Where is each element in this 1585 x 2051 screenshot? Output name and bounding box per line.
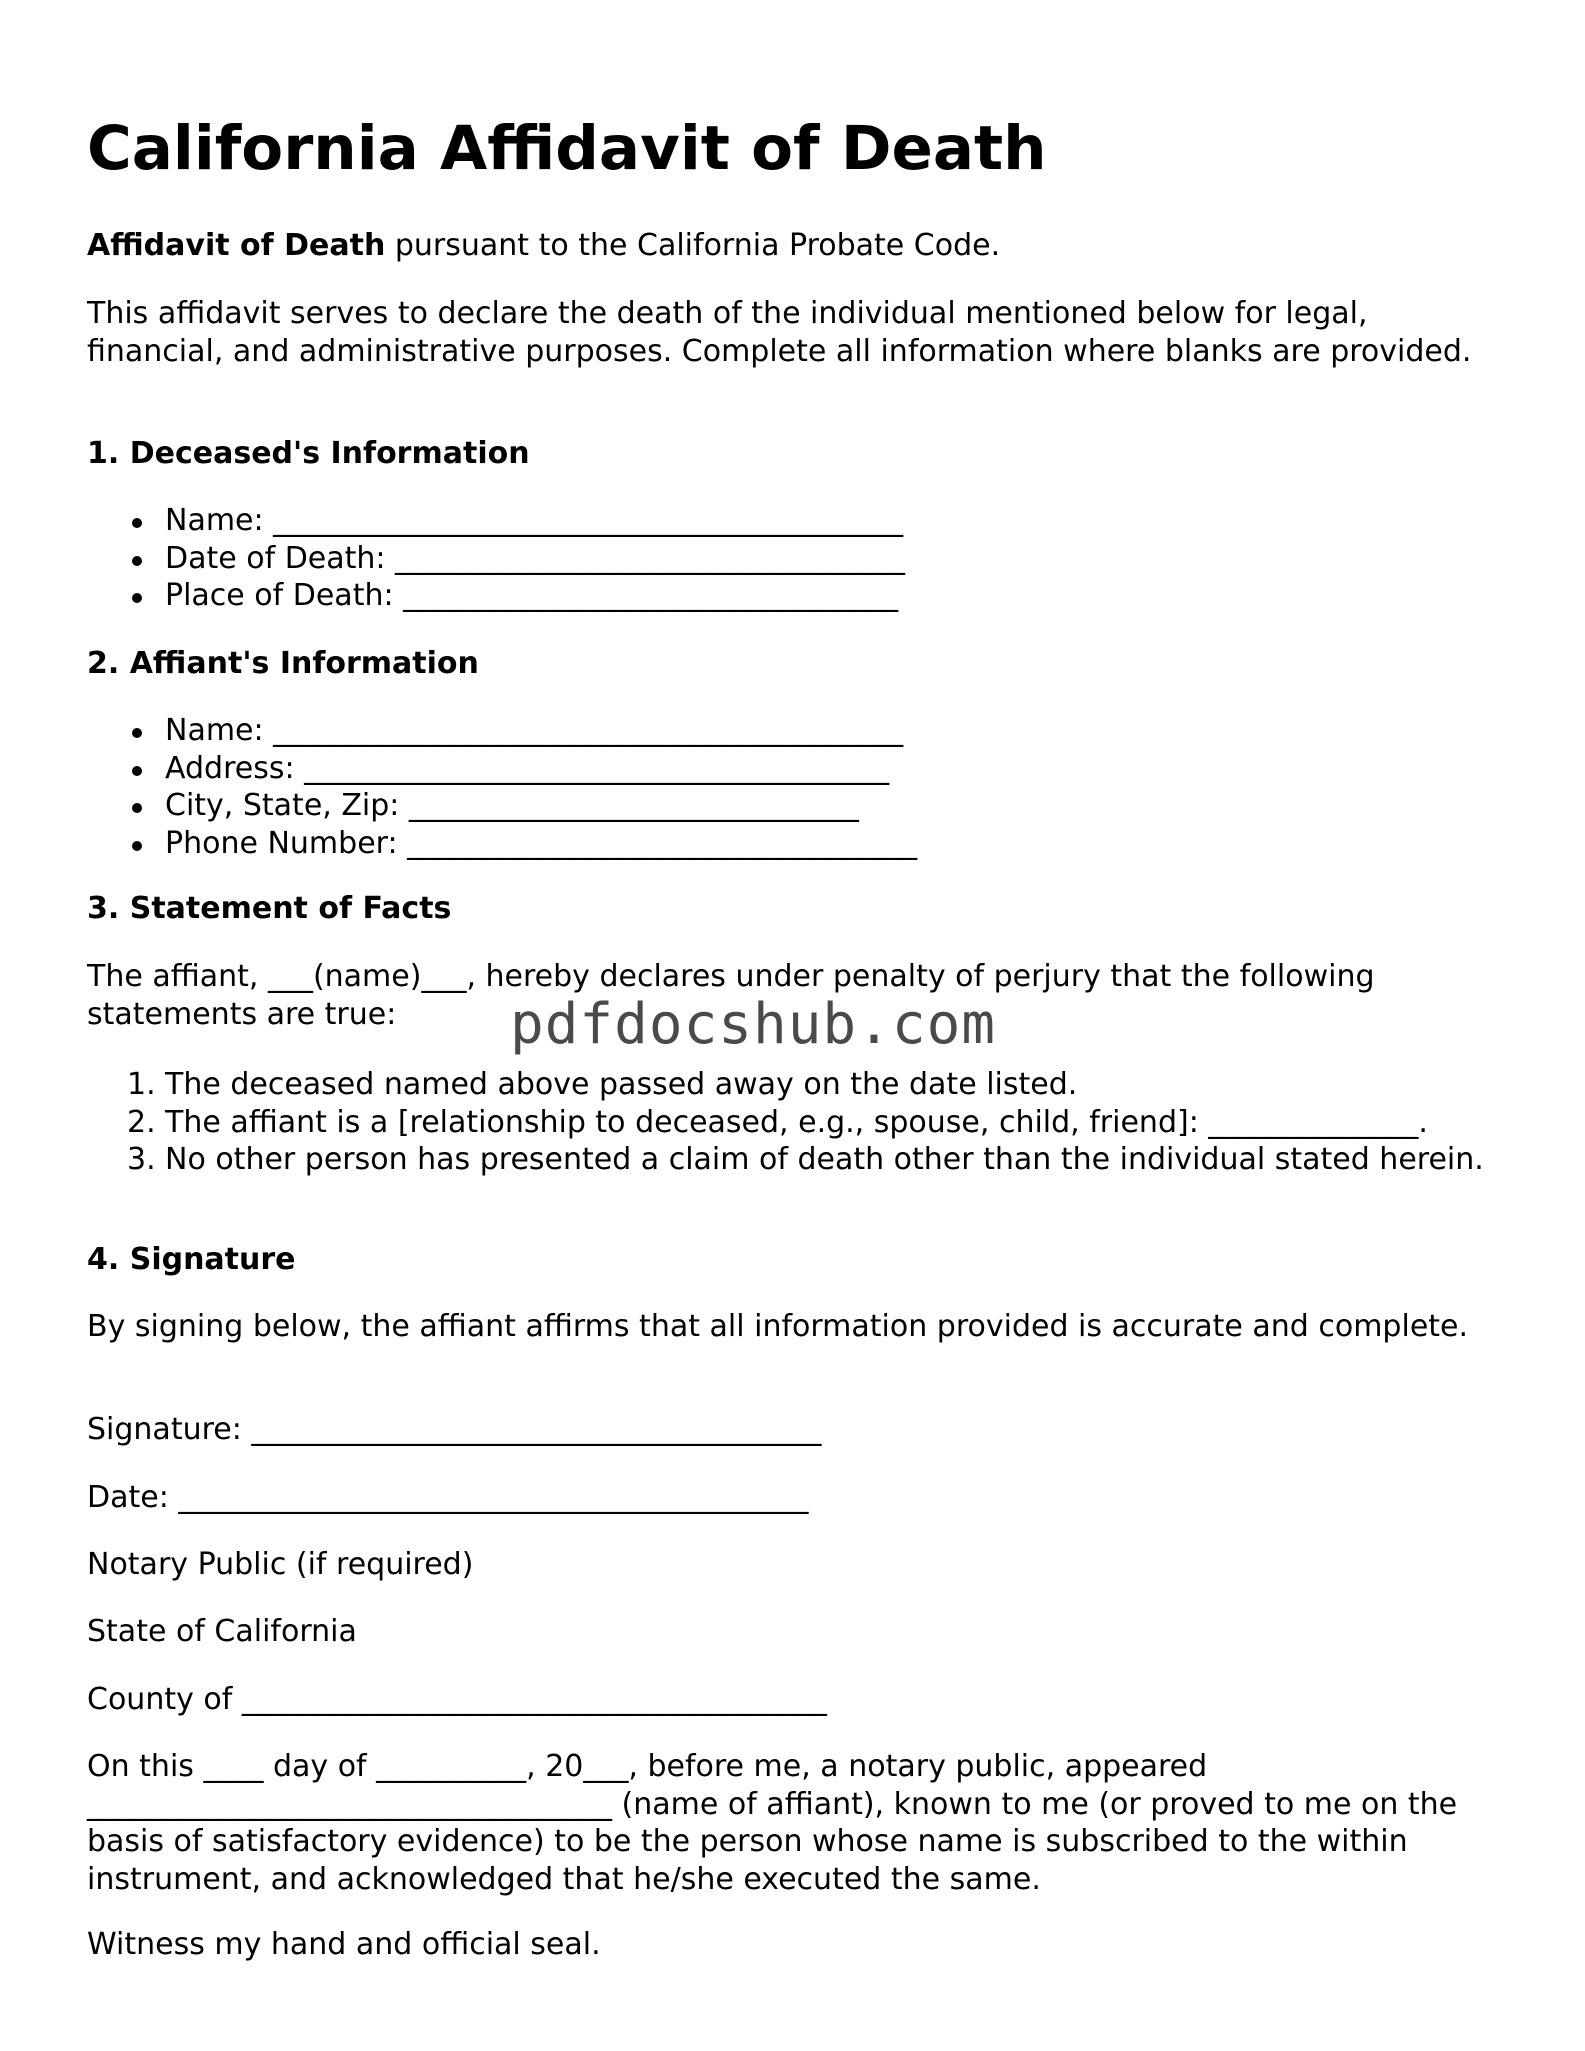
state-label: State of California (87, 1614, 357, 1649)
affiant-city-state-zip-field[interactable]: City, State, Zip: ______________________________ (87, 787, 917, 825)
statement-paragraph: The affiant, ___(name)___, hereby declares under penalty of perjury that the following statements are true: (87, 959, 1375, 1032)
deceased-date-of-death-field[interactable]: Date of Death: __________________________________ (87, 540, 905, 578)
watermark-text: pdfdocshub.com (510, 992, 997, 1057)
fact-item (87, 1066, 1515, 1104)
affirm-paragraph: By signing below, the affiant affirms that all information provided is accurate and complete. (87, 1309, 1469, 1344)
purpose-paragraph: This affidavit serves to declare the death of the individual mentioned below for legal, financial, and administrative purposes. Complete all information where blanks are provided. (87, 296, 1472, 369)
document-title: California Affidavit of Death (87, 113, 1047, 184)
witness-line: Witness my hand and official seal. (87, 1927, 601, 1962)
notary-label: Notary Public (if required) (87, 1547, 474, 1582)
fact-number: 3. (127, 1142, 156, 1177)
facts-list (87, 1066, 1515, 1179)
section-1-heading: 1. Deceased's Information (87, 436, 530, 471)
county-line[interactable]: County of _______________________________________ (87, 1682, 827, 1717)
deceased-place-of-death-field[interactable]: Place of Death: _________________________________ (87, 577, 905, 615)
fact-number: 1. (127, 1067, 156, 1102)
section-2-heading: 2. Affiant's Information (87, 646, 479, 681)
fact-number: 2. (127, 1104, 156, 1140)
date-line[interactable]: Date: __________________________________________ (87, 1480, 809, 1515)
acknowledgment-paragraph: On this ____ day of __________, 20___, before me, a notary public, appeared ___________________________________ (name of affiant), known to me (or proved to me on the basis of satisfactory evidence) to be the person whose name is subscribed to the within instrument, and acknowledged that he/she executed the same. (87, 1749, 1458, 1897)
affiant-info-list (87, 712, 917, 862)
deceased-name-field[interactable]: Name: __________________________________________ (87, 502, 905, 540)
section-3-heading: 3. Statement of Facts (87, 891, 452, 926)
fact-item (87, 1141, 1515, 1179)
signature-line[interactable]: Signature: ______________________________________ (87, 1412, 822, 1447)
fact-text: No other person has presented a claim of death other than the individual stated herein. (165, 1142, 1484, 1177)
intro-line (87, 227, 1000, 265)
affiant-address-field[interactable]: Address: _______________________________________ (87, 750, 917, 788)
affiant-name-field[interactable]: Name: __________________________________________ (87, 712, 917, 750)
fact-item (87, 1104, 1515, 1142)
fact-text[interactable]: The affiant is a [relationship to deceased, e.g., spouse, child, friend]: ______________. (165, 1104, 1428, 1140)
intro-rest: pursuant to the California Probate Code. (385, 228, 1001, 263)
intro-bold: Affidavit of Death (87, 228, 386, 263)
section-4-heading: 4. Signature (87, 1242, 296, 1277)
fact-text: The deceased named above passed away on the date listed. (165, 1067, 1078, 1102)
deceased-info-list (87, 502, 905, 615)
affiant-phone-field[interactable]: Phone Number: __________________________________ (87, 825, 917, 863)
